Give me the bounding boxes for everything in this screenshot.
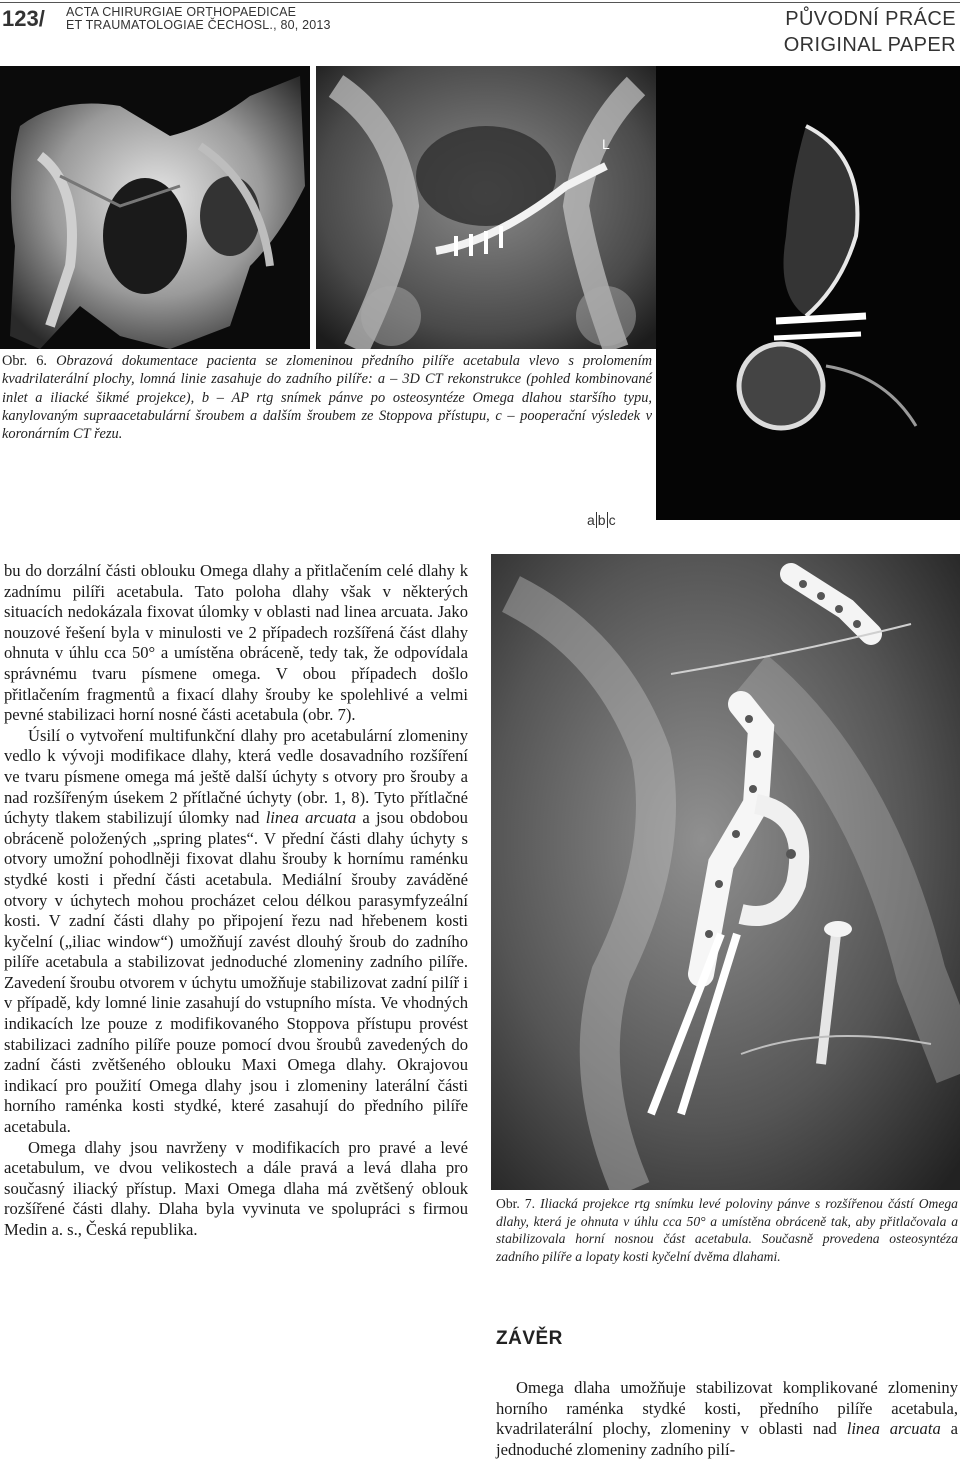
figure7-iliac-xray-image [491, 554, 960, 1190]
section-label [784, 6, 956, 58]
figure6b-side-marker: L [602, 136, 610, 152]
figure7-caption-label: Obr. 7. [496, 1196, 536, 1211]
header-rule [0, 2, 960, 3]
journal-title-line2: ET TRAUMATOLOGIAE ČECHOSL., 80, 2013 [66, 18, 331, 32]
panel-separator [607, 512, 608, 528]
figure6c-coronal-ct-image [656, 66, 960, 520]
body-paragraph-2-part-a: Úsilí o vytvoření multifunkční dlahy pro acetabulární zlomeniny vedlo k vývoji modifikace dlahy, která vedle dosavadního rozšíření ve tvaru písmene omega má ještě další úchyty s otvory pro šrouby a nad rozšířeným úsekem 2 přítlačné úchyty (obr. 1, 8). Tyto přítlačné úchyty tlakem stabilizují úlomky nad [4, 725, 468, 828]
panel-label-b: b [597, 512, 606, 528]
figure6-caption [2, 352, 652, 443]
section-label-czech: PŮVODNÍ PRÁCE [785, 8, 956, 30]
conclusion-text-part-b: a jednoduché zlomeniny zadního pilí- [496, 1419, 958, 1459]
panel-label-a: a [587, 512, 595, 528]
panel-separator [596, 512, 597, 528]
conclusion-text-part-a: Omega dlaha umožňuje stabilizovat komplikované zlomeniny horního raménka stydké kosti, předního pilíře acetabula, kvadrilaterální plochy, zlomeniny v oblasti nad [496, 1378, 958, 1439]
figure7-caption-text: Iliacká projekce rtg snímku levé poloviny pánve s rozšířenou částí Omega dlahy, která je ohnuta v úhlu cca 50° a umístěna obráceně tak, aby přitlačovala a stabilizovala horní nosnou část acetabula. Současně provedena osteosyntéza zadního pilíře a lopaty kosti kyčelní dvěma dlahami. [496, 1196, 958, 1264]
figure7-caption [496, 1195, 958, 1265]
conclusion-text [496, 1378, 958, 1460]
figure6b-ap-xray-image [316, 66, 656, 349]
figure6-panel-labels [587, 512, 616, 528]
body-paragraph-2-part-b: a jsou obdobou obráceně položených „spring plates“. V přední části dlahy úchyty s otvory umožní pohodlněji fixovat dlahu šrouby k hornímu raménku stydké kosti i přední části acetabula. Mediální šrouby zaváděné otvory v úchytech mohou procházet celou délkou parasymfyzeální kosti. V zadní části dlahy po připojení řezu nad hřebenem kosti kyčelní („iliac window“) umožňují zavést dlouhý šroub do zadního pilíře acetabula a stabilizovat jednoduché zlomeniny zadního pilíře. Zavedení šroubu otvorem v úchytu umožňuje stabilizovat zadní pilíř i v případě, kdy lomné linie zasahují do vstupního místa. Ve vhodných indikacích lze pouze z modifikovaného Stoppova přístupu provést stabilizaci zadního pilíře pouze pomocí dvou šroubů zavedených do zadní části zvětšeného oblouku Maxi Omega dlahy. Okrajovou indikací pro použití Omega dlahy jsou i zlomeniny laterální části horního raménka kosti stydké, které zasahují do předního pilíře acetabula. [4, 808, 468, 1137]
conclusion-heading: ZÁVĚR [496, 1328, 563, 1349]
body-paragraph-2-italic-term: linea arcuata [265, 808, 357, 828]
figure6-caption-label: Obr. 6. [2, 353, 48, 369]
journal-title [66, 6, 331, 32]
journal-title-line1: ACTA CHIRURGIAE ORTHOPAEDICAE [66, 5, 297, 19]
figure6-caption-text: Obrazová dokumentace pacienta se zlomeninou předního pilíře acetabula vlevo s prolomením kvadrilaterální plochy, lomná linie zasahuje do zadního pilíře: a – 3D CT rekonstrukce (pohled kombinované inlet a iliacké šikmé projekce), b – AP rtg snímek pánve po osteosyntéze Omega dlahou staršího typu, kanylovaným supraacetabulární šroubem a dalším šroubem ze Stoppova přístupu, c – pooperační výsledek v koronárním CT řezu. [2, 353, 653, 443]
body-text-left-column [4, 561, 468, 1241]
body-paragraph-2 [4, 726, 468, 1138]
panel-label-c: c [608, 512, 616, 528]
section-label-english: ORIGINAL PAPER [783, 34, 956, 56]
body-paragraph-3: Omega dlahy jsou navrženy v modifikacích pro pravé a levé acetabulum, ve dvou velikostech a dále pravá a levá dlaha pro současný iliacký přístup. Maxi Omega dlaha má zvětšený oblouk rozšířené části dlahy. Dlaha byla vyvinuta ve spolupráci s firmou Medin a. s., Česká republika. [4, 1137, 468, 1239]
conclusion-italic-term: linea arcuata [846, 1419, 941, 1439]
page-number: 123/ [2, 6, 45, 31]
body-paragraph-1: bu do dorzální části oblouku Omega dlahy a přitlačením celé dlahy k zadnímu pilíři acetabula. Tato poloha dlahy však v některých situacích nedokázala fixovat úlomky v oblasti nad linea arcuata. Jako nouzové řešení byla v minulosti ve 2 případech rozšířená část dlahy ohnuta v úhlu cca 50° a umístěna obráceně, tedy tak, že odpovídala správnému tvaru písmene omega. V obou případech došlo přitlačením fragmentů a fixací dlahy šrouby ke spolehlivé a velmi pevné stabilizaci horní nosné části acetabula (obr. 7). [4, 561, 468, 725]
figure6a-3d-ct-image [0, 66, 310, 349]
